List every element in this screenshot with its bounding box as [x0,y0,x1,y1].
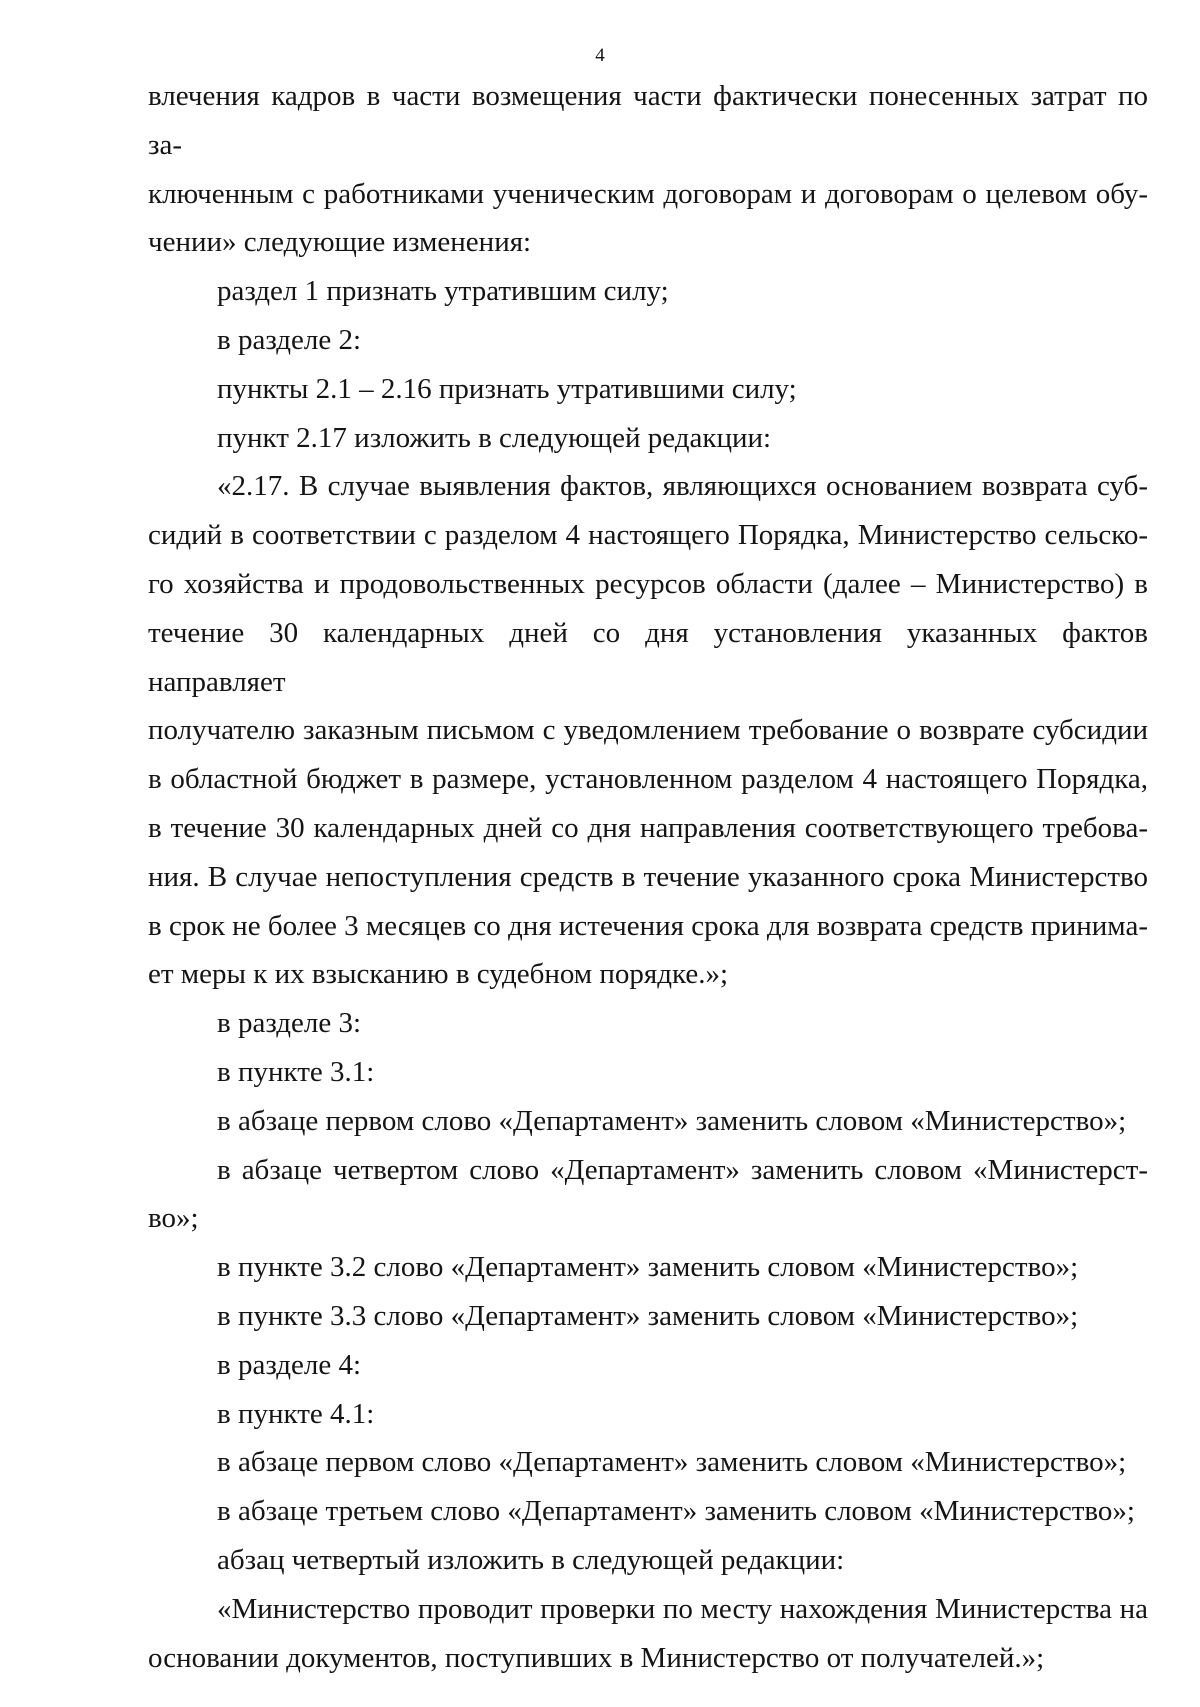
paragraph-4-1-fourth-text [148,1585,1148,1683]
page-number: 4 [595,45,605,66]
paragraph-4-1-fourth-intro: абзац четвертый изложить в следующей редакции: [217,1543,845,1576]
text-line: в областной бюджет в размере, установленном разделом 4 настоящего Порядка, [148,763,1148,796]
paragraph-item-3-3: в пункте 3.3 слово «Департамент» заменить словом «Министерство»; [217,1299,1079,1332]
paragraph-section-2: в разделе 2: [217,323,362,356]
text-line: сидий в соответствии с разделом 4 настоящего Порядка, Министерство сельско- [148,519,1148,552]
paragraph-section-4: в разделе 4: [217,1348,362,1381]
text-line: ет меры к их взысканию в судебном порядке.»; [148,958,729,991]
paragraph-item-3-1: в пункте 3.1: [217,1055,375,1088]
text-line: чении» следующие изменения: [148,226,532,259]
text-line: в абзаце четвертом слово «Департамент» заменить словом «Министерст- [217,1153,1148,1186]
paragraph-item-4-1: в пункте 4.1: [217,1397,375,1430]
paragraph-3-1-first: в абзаце первом слово «Департамент» заменить словом «Министерство»; [217,1104,1127,1137]
paragraph-item-2-17-intro: пункт 2.17 изложить в следующей редакции: [217,421,772,454]
paragraph-items-2-1-2-16: пункты 2.1 – 2.16 признать утратившими силу; [217,372,797,405]
paragraph-3-1-fourth [148,1146,1148,1244]
text-line: ключенным с работниками ученическим договорам и договорам о целевом обу- [148,177,1148,210]
paragraph-item-3-2: в пункте 3.2 слово «Департамент» заменить словом «Министерство»; [217,1251,1079,1284]
paragraph-continuation [148,72,1148,267]
text-line: основании документов, поступивших в Министерство от получателей.»; [148,1641,1045,1674]
document-body [148,72,1148,1682]
text-line: в течение 30 календарных дней со дня направления соответствующего требова- [148,811,1148,844]
paragraph-4-1-first: в абзаце первом слово «Департамент» заменить словом «Министерство»; [217,1446,1127,1479]
text-line: течение 30 календарных дней со дня установления указанных фактов направляет [148,616,1148,698]
paragraph-section-3: в разделе 3: [217,1007,362,1040]
paragraph-item-2-17-text [148,462,1148,999]
text-line: «2.17. В случае выявления фактов, являющихся основанием возврата суб- [217,470,1148,503]
text-line: ния. В случае непоступления средств в течение указанного срока Министерство [148,860,1148,893]
paragraph-section-1: раздел 1 признать утратившим силу; [217,275,669,308]
text-line: получателю заказным письмом с уведомлением требование о возврате субсидии [148,714,1148,747]
text-line: влечения кадров в части возмещения части фактически понесенных затрат по за- [148,80,1148,161]
text-line: «Министерство проводит проверки по месту нахождения Министерства на [217,1592,1148,1625]
paragraph-4-1-third: в абзаце третьем слово «Департамент» заменить словом «Министерство»; [217,1495,1135,1528]
text-line: во»; [148,1202,199,1235]
text-line: в срок не более 3 месяцев со дня истечения срока для возврата средств принима- [148,909,1148,942]
text-line: го хозяйства и продовольственных ресурсов области (далее – Министерство) в [148,567,1148,600]
